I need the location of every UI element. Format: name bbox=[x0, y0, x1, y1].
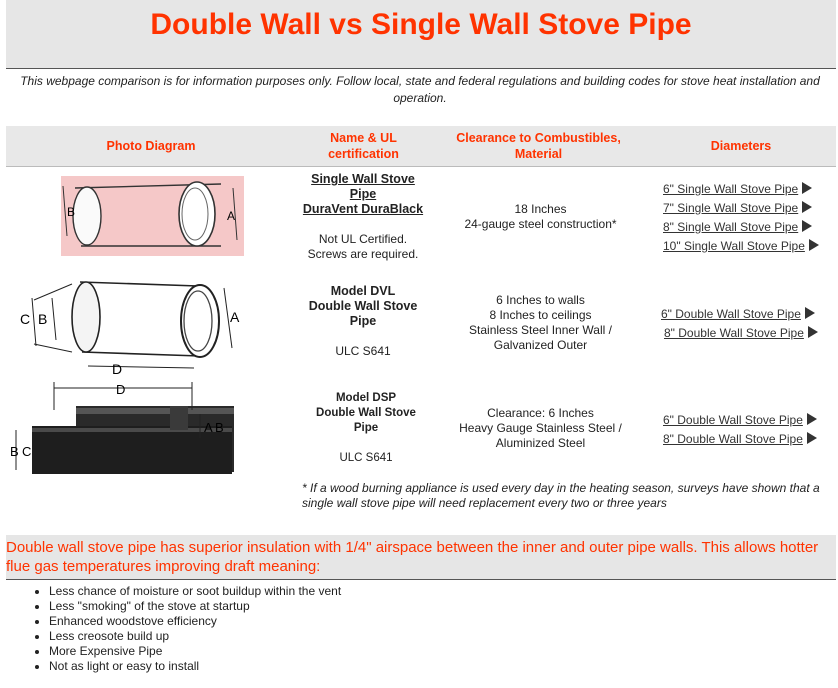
section-bar bbox=[6, 535, 836, 580]
diagram-label-a: A bbox=[204, 420, 213, 435]
header-clearance bbox=[441, 130, 636, 162]
diameter-link[interactable] bbox=[663, 180, 819, 199]
row1-diameter-list bbox=[663, 180, 819, 256]
list-item: • Less creosote build up bbox=[49, 629, 341, 644]
disclaimer: This webpage comparison is for information purposes only. Follow local, state and federal regulations and building codes for stove heat installation and operation. bbox=[20, 74, 820, 105]
diameter-link-text[interactable]: 6" Single Wall Stove Pipe bbox=[663, 182, 799, 196]
diameter-link[interactable] bbox=[663, 199, 819, 218]
row1-name-line: Single Wall Stove bbox=[311, 172, 415, 186]
row2-cert-line: ULC S641 bbox=[335, 344, 391, 358]
diameter-link-text[interactable]: 8" Double Wall Stove Pipe bbox=[663, 432, 803, 446]
row3-clearance-line: Heavy Gauge Stainless Steel / bbox=[459, 421, 622, 435]
diameter-link-text[interactable]: 8" Single Wall Stove Pipe bbox=[663, 220, 799, 234]
title-bar bbox=[6, 0, 836, 69]
header-name-line2: certification bbox=[328, 147, 399, 161]
row3-clearance-cell bbox=[448, 406, 633, 451]
row2-name-cell bbox=[293, 284, 433, 359]
triangle-right-icon[interactable] bbox=[802, 201, 812, 213]
header-name bbox=[296, 130, 431, 162]
diameter-link-text[interactable]: 8" Double Wall Stove Pipe bbox=[664, 326, 804, 340]
page-title: Double Wall vs Single Wall Stove Pipe bbox=[150, 8, 692, 41]
diameter-link-text[interactable]: 7" Single Wall Stove Pipe bbox=[663, 201, 799, 215]
row3-diameter-list bbox=[663, 411, 817, 449]
header-clearance-line1: Clearance to Combustibles, bbox=[456, 131, 621, 145]
single-wall-pipe-diagram bbox=[61, 176, 244, 256]
diagram-label-c: C bbox=[20, 311, 31, 327]
triangle-right-icon[interactable] bbox=[802, 220, 812, 232]
diameter-link[interactable] bbox=[663, 430, 817, 449]
row1-cert-line: Not UL Certified. bbox=[318, 232, 408, 246]
list-item: • Not as light or easy to install bbox=[49, 659, 341, 674]
row2-clearance-cell bbox=[448, 293, 633, 353]
diameter-link[interactable] bbox=[663, 237, 819, 256]
triangle-right-icon[interactable] bbox=[802, 182, 812, 194]
diagram-label-b: B bbox=[10, 444, 19, 459]
diagram-label-a: A bbox=[230, 309, 240, 325]
list-item: • Enhanced woodstove efficiency bbox=[49, 614, 341, 629]
diagram-label-d: D bbox=[116, 382, 126, 397]
row1-name-line: DuraVent DuraBlack bbox=[302, 202, 424, 216]
row3-cert-line: ULC S641 bbox=[339, 452, 393, 464]
diameter-link[interactable] bbox=[663, 411, 817, 430]
row1-cert-line: Screws are required. bbox=[307, 247, 419, 261]
diameter-link-text[interactable]: 10" Single Wall Stove Pipe bbox=[663, 239, 805, 253]
triangle-right-icon[interactable] bbox=[809, 239, 819, 251]
triangle-right-icon[interactable] bbox=[807, 413, 817, 425]
row3-name-line: Pipe bbox=[353, 422, 379, 434]
row2-diameter-list bbox=[661, 305, 818, 343]
diameter-link[interactable] bbox=[663, 218, 819, 237]
table-header bbox=[6, 126, 836, 167]
triangle-right-icon[interactable] bbox=[805, 307, 815, 319]
section-text: Double wall stove pipe has superior insulation with 1/4" airspace between the inner and outer pipe walls. This allows hotter flue gas temperatures improving draft meaning: bbox=[6, 539, 819, 575]
row3-name-line: Model DSP bbox=[335, 392, 397, 404]
row3-name-line: Double Wall Stove bbox=[316, 407, 416, 419]
diameter-link[interactable] bbox=[661, 305, 818, 324]
row1-name-cell bbox=[293, 172, 433, 262]
header-name-line1: Name & UL bbox=[330, 131, 397, 145]
double-wall-dsp-photo bbox=[10, 380, 234, 474]
list-item: • More Expensive Pipe bbox=[49, 644, 341, 659]
diagram-label-d: D bbox=[112, 361, 123, 377]
footnote: * If a wood burning appliance is used every day in the heating season, surveys have shown that a single wall stove pipe will need replacement every two or three years bbox=[302, 481, 820, 510]
header-photo: Photo Diagram bbox=[106, 139, 196, 153]
diameter-link-text[interactable]: 6" Double Wall Stove Pipe bbox=[661, 307, 801, 321]
benefits-list bbox=[20, 584, 341, 674]
list-item: • Less "smoking" of the stove at startup bbox=[49, 599, 341, 614]
row1-clearance-line: 24-gauge steel construction* bbox=[464, 217, 617, 231]
row2-name-line: Double Wall Stove bbox=[308, 299, 418, 313]
double-wall-dvl-diagram bbox=[8, 268, 250, 378]
row1-clearance-cell bbox=[448, 202, 633, 232]
row1-clearance-line: 18 Inches bbox=[514, 202, 567, 216]
header-diameters: Diameters bbox=[710, 139, 772, 153]
row2-clearance-line: Stainless Steel Inner Wall / bbox=[469, 323, 612, 337]
diameter-link-text[interactable]: 6" Double Wall Stove Pipe bbox=[663, 413, 803, 427]
list-item: • Less chance of moisture or soot buildup within the vent bbox=[49, 584, 341, 599]
row2-name-line: Model DVL bbox=[330, 284, 396, 298]
diagram-label-b: B bbox=[38, 311, 48, 327]
header-clearance-line2: Material bbox=[514, 147, 563, 161]
row1-name-line: Pipe bbox=[349, 187, 377, 201]
diagram-label-b: B bbox=[67, 205, 76, 219]
diagram-label-c: C bbox=[22, 444, 32, 459]
row3-clearance-line: Aluminized Steel bbox=[495, 436, 586, 450]
diagram-label-a: A bbox=[227, 209, 236, 223]
triangle-right-icon[interactable] bbox=[807, 432, 817, 444]
row3-name-cell bbox=[293, 391, 439, 466]
triangle-right-icon[interactable] bbox=[808, 326, 818, 338]
diagram-label-b: B bbox=[215, 420, 224, 435]
row2-clearance-line: Galvanized Outer bbox=[493, 338, 588, 352]
row2-clearance-line: 8 Inches to ceilings bbox=[489, 308, 592, 322]
row2-name-line: Pipe bbox=[349, 314, 377, 328]
row2-clearance-line: 6 Inches to walls bbox=[496, 293, 585, 307]
diameter-link[interactable] bbox=[661, 324, 818, 343]
row3-clearance-line: Clearance: 6 Inches bbox=[487, 406, 594, 420]
